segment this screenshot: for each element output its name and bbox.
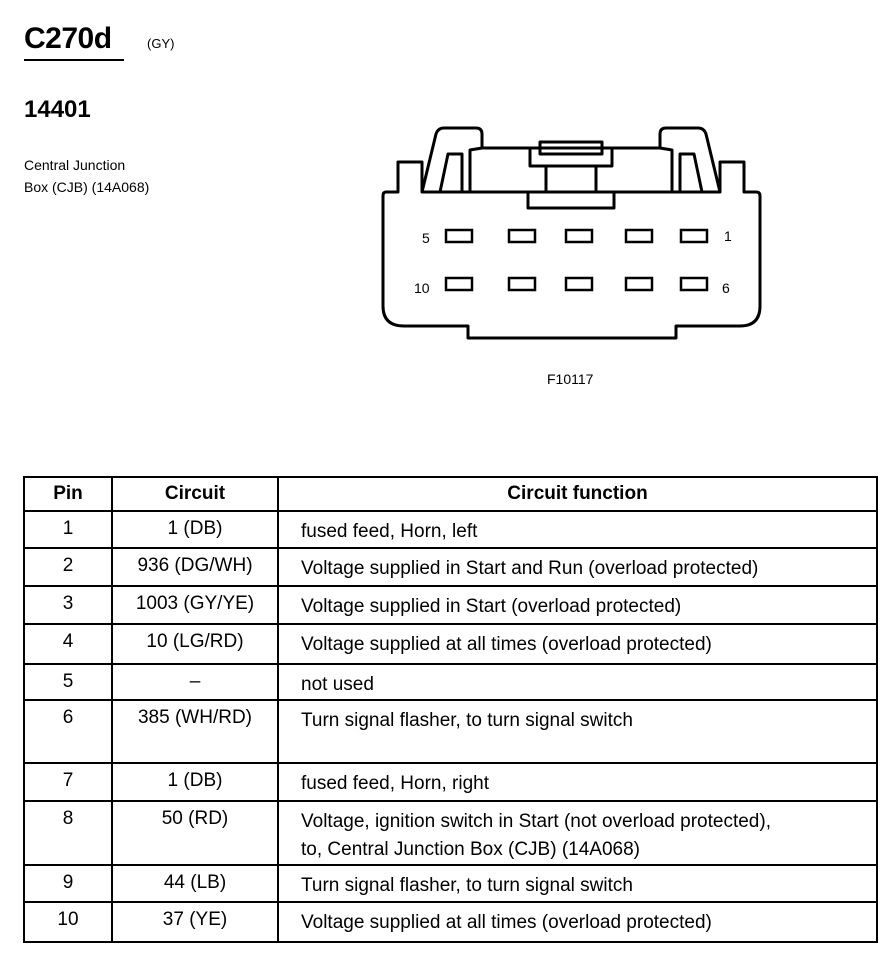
function-cell: Turn signal flasher, to turn signal switch xyxy=(278,700,877,763)
table-row xyxy=(24,511,877,548)
table-row xyxy=(24,865,877,902)
pin-cell: 2 xyxy=(24,548,112,586)
circuit-cell: 44 (LB) xyxy=(112,865,278,902)
connector-id-underline xyxy=(24,59,124,61)
function-cell: Voltage supplied at all times (overload protected) xyxy=(278,902,877,942)
function-cell: Voltage supplied in Start and Run (overload protected) xyxy=(278,548,877,586)
function-line-2: to, Central Junction Box (CJB) (14A068) xyxy=(301,839,640,860)
connector-color: (GY) xyxy=(147,36,175,51)
pin-label-10: 10 xyxy=(414,280,430,296)
circuit-cell: 37 (YE) xyxy=(112,902,278,942)
pin-label-1: 1 xyxy=(724,228,732,244)
table-row xyxy=(24,664,877,700)
circuit-cell: 1003 (GY/YE) xyxy=(112,586,278,624)
circuit-cell: 10 (LG/RD) xyxy=(112,624,278,664)
table-row xyxy=(24,548,877,586)
header-circuit: Circuit xyxy=(112,477,278,511)
pin-cell: 5 xyxy=(24,664,112,700)
circuit-cell: – xyxy=(112,664,278,700)
function-cell: Turn signal flasher, to turn signal switch xyxy=(278,865,877,902)
circuit-cell: 1 (DB) xyxy=(112,511,278,548)
pin-cell: 6 xyxy=(24,700,112,763)
table-row xyxy=(24,624,877,664)
header-circuit-function: Circuit function xyxy=(278,477,877,511)
part-number: 14401 xyxy=(24,96,91,123)
function-cell xyxy=(278,801,877,865)
function-cell: Voltage supplied in Start (overload protected) xyxy=(278,586,877,624)
circuit-cell: 936 (DG/WH) xyxy=(112,548,278,586)
pin-label-6: 6 xyxy=(722,280,730,296)
circuit-cell: 50 (RD) xyxy=(112,801,278,865)
circuit-cell: 385 (WH/RD) xyxy=(112,700,278,763)
pin-cell: 7 xyxy=(24,763,112,801)
function-cell: fused feed, Horn, right xyxy=(278,763,877,801)
connector-face-diagram xyxy=(380,120,770,350)
function-cell: Voltage supplied at all times (overload protected) xyxy=(278,624,877,664)
description-line-2: Box (CJB) (14A068) xyxy=(24,179,150,195)
figure-id: F10117 xyxy=(547,371,594,387)
pin-table xyxy=(23,476,878,943)
table-header-row xyxy=(24,477,877,511)
circuit-cell: 1 (DB) xyxy=(112,763,278,801)
header-pin: Pin xyxy=(24,477,112,511)
description-line-1: Central Junction xyxy=(24,157,126,173)
pin-cell: 1 xyxy=(24,511,112,548)
pin-cell: 10 xyxy=(24,902,112,942)
function-line-1: Voltage, ignition switch in Start (not overload protected), xyxy=(301,811,771,832)
table-row xyxy=(24,586,877,624)
table-row xyxy=(24,801,877,865)
pin-cell: 9 xyxy=(24,865,112,902)
function-cell: not used xyxy=(278,664,877,700)
pin-cell: 8 xyxy=(24,801,112,865)
function-cell: fused feed, Horn, left xyxy=(278,511,877,548)
pin-cell: 4 xyxy=(24,624,112,664)
pin-label-5: 5 xyxy=(422,230,430,246)
table-row xyxy=(24,700,877,763)
pin-cell: 3 xyxy=(24,586,112,624)
table-row xyxy=(24,763,877,801)
connector-id: C270d xyxy=(24,22,112,55)
table-row xyxy=(24,902,877,942)
